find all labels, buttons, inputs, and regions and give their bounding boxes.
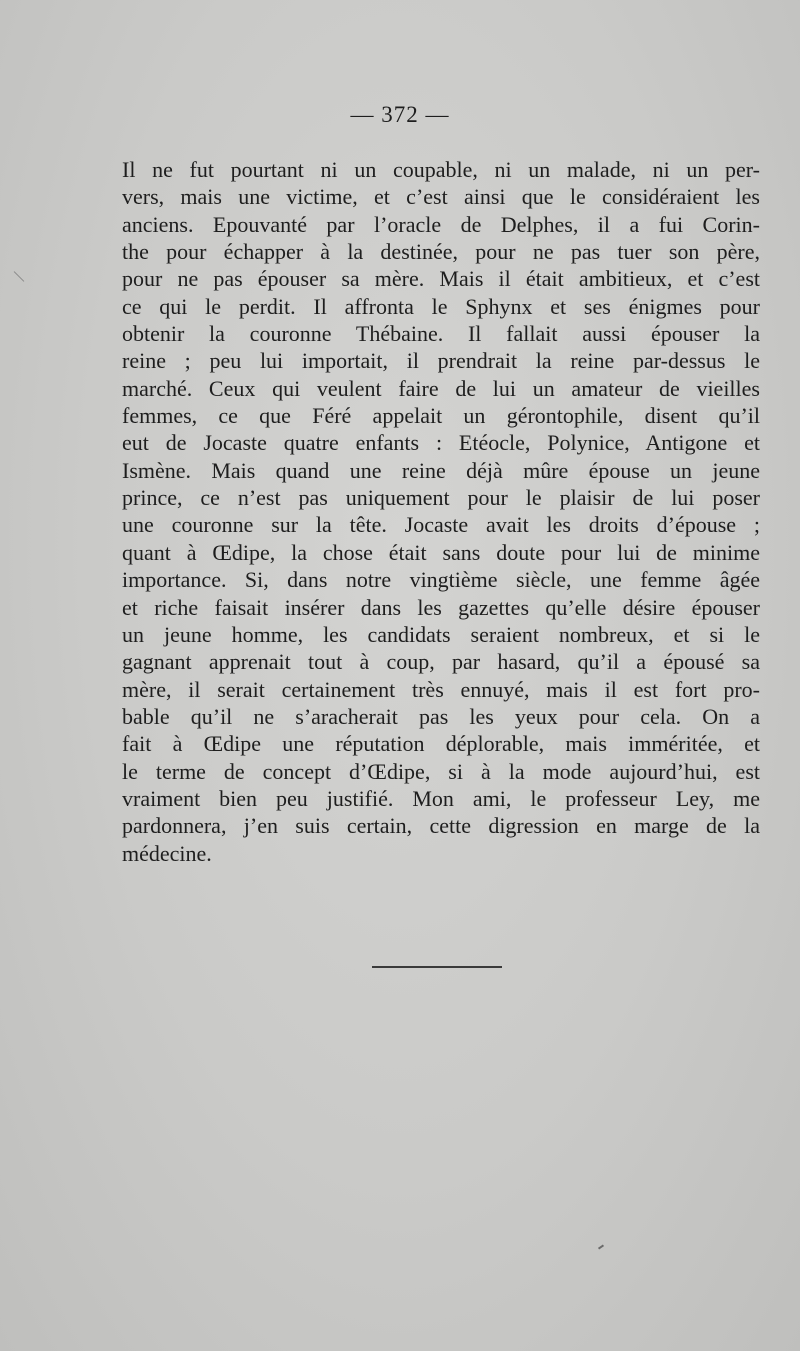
text-line: gagnant apprenait tout à coup, par hasard, qu’il a épousé sa [122, 649, 760, 675]
text-line: Il ne fut pourtant ni un coupable, ni un malade, ni un per- [122, 157, 760, 182]
text-line: prince, ce n’est pas uniquement pour le plaisir de lui poser [122, 485, 760, 511]
body-paragraph [122, 156, 760, 867]
text-line: une couronne sur la tête. Jocaste avait les droits d’épouse ; [122, 512, 760, 538]
paper-speck [14, 271, 25, 282]
text-line: obtenir la couronne Thébaine. Il fallait aussi épouser la [122, 321, 760, 347]
text-line: vers, mais une victime, et c’est ainsi que le considéraient les [122, 184, 760, 210]
text-line: eut de Jocaste quatre enfants : Etéocle, Polynice, Antigone et [122, 430, 760, 456]
text-line: pour ne pas épouser sa mère. Mais il était ambitieux, et c’est [122, 266, 760, 292]
text-line: anciens. Epouvanté par l’oracle de Delphes, il a fui Corin- [122, 211, 760, 237]
text-line: bable qu’il ne s’aracherait pas les yeux pour cela. On a [122, 703, 760, 729]
text-line: quant à Œdipe, la chose était sans doute pour lui de minime [122, 539, 760, 565]
text-line: vraiment bien peu justifié. Mon ami, le professeur Ley, me [122, 785, 760, 811]
text-line: marché. Ceux qui veulent faire de lui un amateur de vieilles [122, 375, 760, 401]
text-line: femmes, ce que Féré appelait un gérontophile, disent qu’il [122, 403, 760, 429]
page-number: — 372 — [350, 102, 450, 127]
text-line: le terme de concept d’Œdipe, si à la mode aujourd’hui, est [122, 758, 760, 784]
text-line: fait à Œdipe une réputation déplorable, mais imméritée, et [122, 731, 760, 757]
text-line: Ismène. Mais quand une reine déjà mûre épouse un jeune [122, 457, 760, 483]
text-line: mère, il serait certainement très ennuyé, mais il est fort pro- [122, 676, 760, 702]
text-line: pardonnera, j’en suis certain, cette digression en marge de la [122, 813, 760, 839]
text-line: the pour échapper à la destinée, pour ne pas tuer son père, [122, 239, 760, 265]
text-line: un jeune homme, les candidats seraient nombreux, et si le [122, 621, 760, 647]
text-line: reine ; peu lui importait, il prendrait la reine par-dessus le [122, 348, 760, 374]
text-line: médecine. [122, 840, 212, 866]
text-line: ce qui le perdit. Il affronta le Sphynx et ses énigmes pour [122, 293, 760, 319]
text-line: et riche faisait insérer dans les gazettes qu’elle désire épouser [122, 594, 760, 620]
text-line: importance. Si, dans notre vingtième siècle, une femme âgée [122, 567, 760, 593]
section-divider [372, 966, 502, 968]
paper-speck [598, 1244, 604, 1249]
